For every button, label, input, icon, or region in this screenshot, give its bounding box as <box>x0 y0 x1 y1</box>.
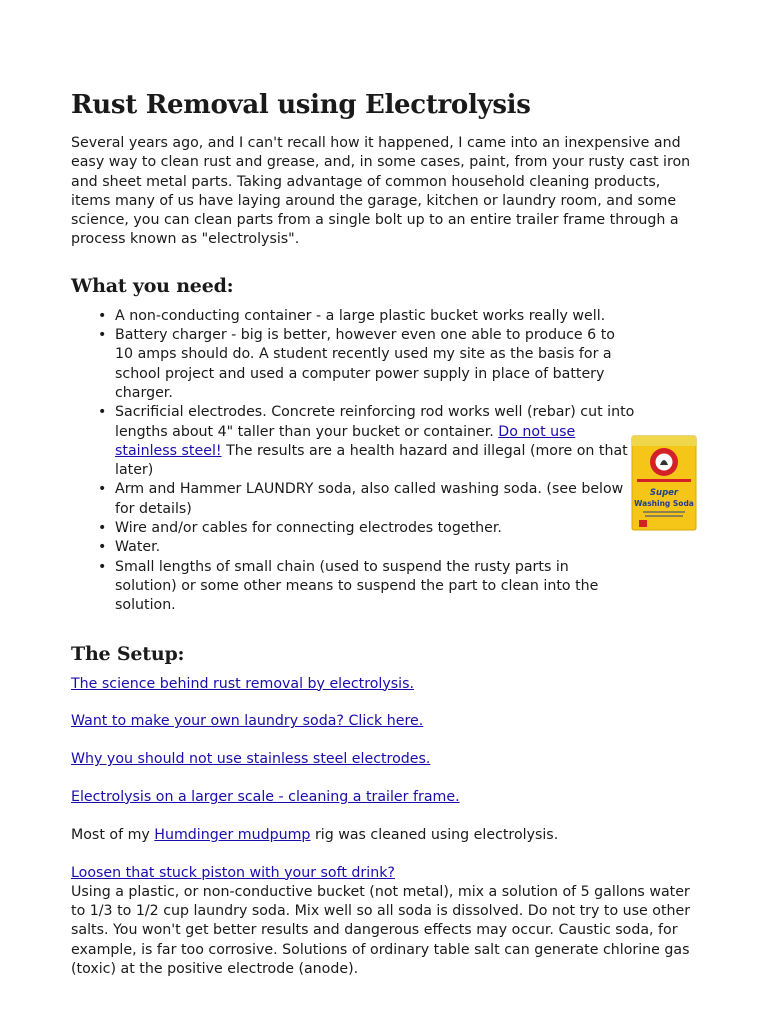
supply-list <box>71 307 635 616</box>
section-heading-need: What you need: <box>71 274 234 297</box>
link-paragraph <box>71 864 701 883</box>
mudpump-paragraph <box>71 826 701 845</box>
list-item <box>98 403 635 480</box>
list-item <box>98 538 635 557</box>
stripe <box>637 479 691 482</box>
list-item <box>98 307 635 326</box>
document-page <box>71 88 701 979</box>
list-item-text: Wire and/or cables for connecting electrodes together. <box>115 520 502 537</box>
fine-print <box>645 515 683 517</box>
washing-soda-box-image <box>631 435 697 531</box>
link-paragraph <box>71 750 701 769</box>
list-item <box>98 558 635 616</box>
bullet-icon: • <box>98 481 107 498</box>
list-item-text: Sacrificial electrodes. Concrete reinforcing rod works well (rebar) cut into lengths about 4" taller than your bucket or container. <box>115 404 635 440</box>
link-paragraph <box>71 788 701 807</box>
list-item-text: Water. <box>115 539 161 556</box>
list-item-text: A non-conducting container - a large plastic bucket works really well. <box>115 307 606 324</box>
list-item <box>98 480 635 519</box>
stuck-piston-link[interactable]: Loosen that stuck piston with your soft drink? <box>71 864 395 881</box>
fine-print <box>643 511 685 513</box>
bullet-icon: • <box>98 307 107 324</box>
badge <box>639 520 647 527</box>
link-paragraph <box>71 675 701 694</box>
link-paragraph <box>71 712 701 731</box>
trailer-frame-link[interactable]: Electrolysis on a larger scale - cleaning a trailer frame. <box>71 788 460 805</box>
bullet-icon: • <box>98 558 107 575</box>
list-item-text: Arm and Hammer LAUNDRY soda, also called washing soda. (see below for details) <box>115 481 624 517</box>
product-line1: Super <box>649 488 679 498</box>
setup-section <box>71 641 701 980</box>
page-title: Rust Removal using Electrolysis <box>71 90 531 120</box>
mudpump-link[interactable]: Humdinger mudpump <box>154 826 311 843</box>
intro-paragraph: Several years ago, and I can't recall how it happened, I came into an inexpensive and easy way to clean rust and grease, and, in some cases, paint, from your rusty cast iron and sheet metal parts. Taking advantage of common household cleaning products, items many of us have laying around the garage, kitchen or laundry room, and some science, you can clean parts from a single bolt up to an entire trailer frame through a process known as "electrolysis". <box>71 135 691 248</box>
bullet-icon: • <box>98 539 107 556</box>
what-you-need-section <box>71 273 701 616</box>
list-item-text: Battery charger - big is better, however even one able to produce 6 to 10 amps should do. A student recently used my site as the basis for a school project and used a computer power supply in place of battery charger. <box>115 327 615 401</box>
mudpump-text: Most of my <box>71 826 155 843</box>
list-item-text: The results are a health hazard and illegal (more on that later) <box>115 442 628 479</box>
bullet-icon: • <box>98 404 107 421</box>
bullet-icon: • <box>98 520 107 537</box>
box-top <box>632 436 696 446</box>
science-link[interactable]: The science behind rust removal by electrolysis. <box>71 675 414 692</box>
list-item-text: Small lengths of small chain (used to suspend the rusty parts in solution) or some other means to suspend the part to clean into the solution. <box>115 558 599 614</box>
stainless-electrodes-link[interactable]: Why you should not use stainless steel electrodes. <box>71 751 431 768</box>
list-item <box>98 519 635 538</box>
solution-paragraph: Using a plastic, or non-conductive bucket (not metal), mix a solution of 5 gallons water to 1/3 to 1/2 cup laundry soda. Mix well so all soda is dissolved. Do not try to use other salts. You won't get better results and dangerous effects may occur. Caustic soda, for example, is far too corrosive. Solutions of ordinary table salt can generate chlorine gas (toxic) at the positive electrode (anode). <box>71 883 691 977</box>
laundry-soda-link[interactable]: Want to make your own laundry soda? Click here. <box>71 713 424 730</box>
mudpump-text: rig was cleaned using electrolysis. <box>310 826 559 843</box>
product-line2: Washing Soda <box>634 499 694 508</box>
bullet-icon: • <box>98 327 107 344</box>
section-heading-setup: The Setup: <box>71 642 185 665</box>
list-item <box>98 326 635 403</box>
stainless-steel-link[interactable]: Do not use stainless steel! <box>115 423 576 459</box>
